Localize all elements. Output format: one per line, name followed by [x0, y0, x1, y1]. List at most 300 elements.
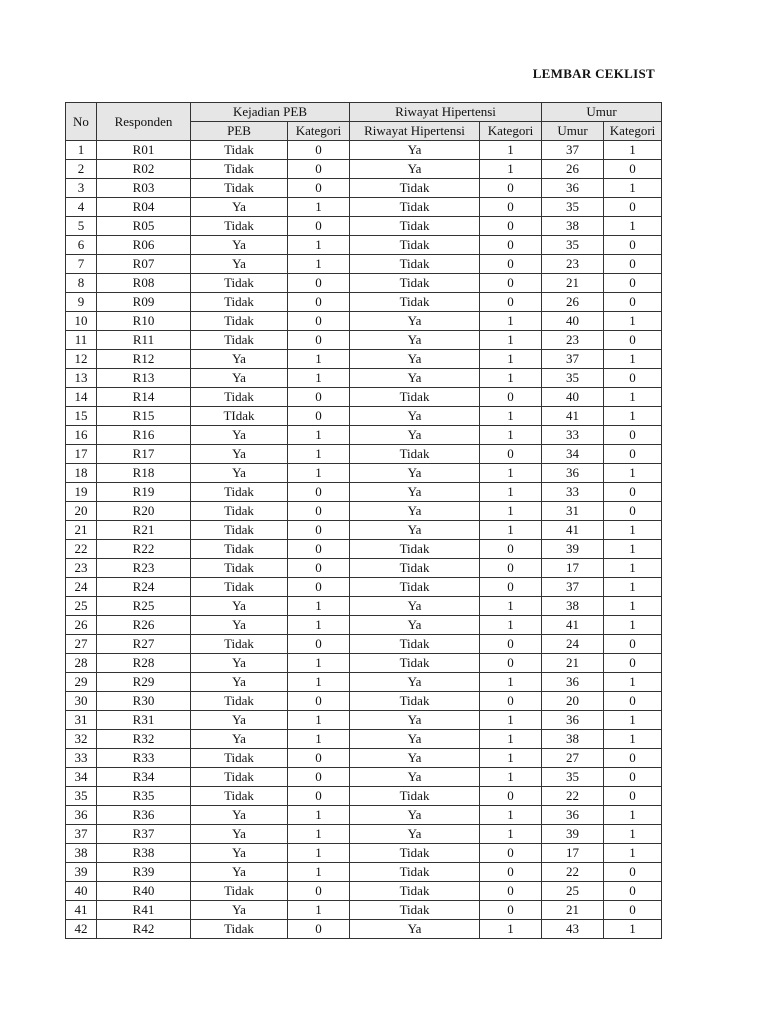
table-row: [66, 749, 662, 768]
cell-hipertensi: Ya: [350, 920, 480, 939]
cell-responden: R13: [97, 369, 191, 388]
cell-responden: R03: [97, 179, 191, 198]
cell-hipertensi-kategori: 0: [480, 654, 542, 673]
cell-peb-kategori: 0: [288, 635, 350, 654]
cell-peb: Ya: [191, 673, 288, 692]
cell-hipertensi-kategori: 0: [480, 236, 542, 255]
cell-responden: R02: [97, 160, 191, 179]
cell-no: 2: [66, 160, 97, 179]
cell-hipertensi-kategori: 1: [480, 730, 542, 749]
table-row: [66, 806, 662, 825]
cell-hipertensi-kategori: 0: [480, 540, 542, 559]
cell-hipertensi-kategori: 0: [480, 274, 542, 293]
cell-hipertensi: Ya: [350, 768, 480, 787]
cell-umur: 22: [542, 787, 604, 806]
cell-responden: R33: [97, 749, 191, 768]
cell-peb: Tidak: [191, 502, 288, 521]
cell-peb-kategori: 0: [288, 521, 350, 540]
cell-peb: Ya: [191, 236, 288, 255]
cell-umur-kategori: 0: [604, 502, 662, 521]
table-row: [66, 426, 662, 445]
cell-hipertensi: Ya: [350, 426, 480, 445]
table-row: [66, 483, 662, 502]
cell-responden: R10: [97, 312, 191, 331]
cell-umur-kategori: 1: [604, 673, 662, 692]
header-umur-kategori: Kategori: [604, 122, 662, 141]
cell-peb: Tidak: [191, 559, 288, 578]
cell-peb-kategori: 1: [288, 369, 350, 388]
table-row: [66, 825, 662, 844]
cell-no: 5: [66, 217, 97, 236]
cell-umur-kategori: 0: [604, 445, 662, 464]
cell-peb: Tidak: [191, 749, 288, 768]
cell-umur: 38: [542, 217, 604, 236]
cell-no: 39: [66, 863, 97, 882]
cell-responden: R37: [97, 825, 191, 844]
cell-no: 15: [66, 407, 97, 426]
cell-umur: 37: [542, 141, 604, 160]
cell-no: 10: [66, 312, 97, 331]
cell-hipertensi-kategori: 0: [480, 179, 542, 198]
cell-hipertensi: Tidak: [350, 540, 480, 559]
cell-hipertensi: Ya: [350, 521, 480, 540]
cell-no: 26: [66, 616, 97, 635]
cell-umur: 21: [542, 901, 604, 920]
cell-hipertensi: Ya: [350, 369, 480, 388]
cell-responden: R26: [97, 616, 191, 635]
cell-peb: Tidak: [191, 141, 288, 160]
table-row: [66, 388, 662, 407]
cell-umur-kategori: 0: [604, 198, 662, 217]
cell-hipertensi-kategori: 1: [480, 749, 542, 768]
cell-umur: 23: [542, 255, 604, 274]
cell-umur-kategori: 1: [604, 920, 662, 939]
cell-hipertensi-kategori: 1: [480, 483, 542, 502]
cell-responden: R35: [97, 787, 191, 806]
cell-umur-kategori: 0: [604, 293, 662, 312]
cell-umur: 36: [542, 806, 604, 825]
cell-responden: R07: [97, 255, 191, 274]
table-row: [66, 597, 662, 616]
cell-peb-kategori: 1: [288, 825, 350, 844]
cell-hipertensi-kategori: 0: [480, 559, 542, 578]
cell-peb: Tidak: [191, 274, 288, 293]
cell-umur: 36: [542, 179, 604, 198]
cell-responden: R12: [97, 350, 191, 369]
table-row: [66, 616, 662, 635]
cell-no: 41: [66, 901, 97, 920]
cell-hipertensi-kategori: 0: [480, 901, 542, 920]
table-body: [66, 141, 662, 939]
cell-peb-kategori: 1: [288, 445, 350, 464]
header-hipertensi-kategori: Kategori: [480, 122, 542, 141]
table-row: [66, 578, 662, 597]
cell-peb-kategori: 1: [288, 236, 350, 255]
cell-hipertensi: Ya: [350, 597, 480, 616]
cell-hipertensi: Tidak: [350, 901, 480, 920]
cell-hipertensi-kategori: 0: [480, 445, 542, 464]
cell-umur: 26: [542, 293, 604, 312]
cell-hipertensi: Tidak: [350, 787, 480, 806]
cell-umur-kategori: 0: [604, 274, 662, 293]
cell-no: 37: [66, 825, 97, 844]
cell-umur: 41: [542, 407, 604, 426]
cell-hipertensi: Ya: [350, 616, 480, 635]
cell-peb-kategori: 0: [288, 882, 350, 901]
cell-umur: 37: [542, 350, 604, 369]
cell-peb-kategori: 0: [288, 483, 350, 502]
cell-peb: Tidak: [191, 692, 288, 711]
header-no: No: [66, 103, 97, 141]
cell-peb: Ya: [191, 198, 288, 217]
table-row: [66, 331, 662, 350]
header-peb: PEB: [191, 122, 288, 141]
cell-hipertensi: Tidak: [350, 388, 480, 407]
cell-no: 31: [66, 711, 97, 730]
cell-umur: 35: [542, 768, 604, 787]
header-group-umur: Umur: [542, 103, 662, 122]
cell-hipertensi-kategori: 0: [480, 255, 542, 274]
cell-umur: 31: [542, 502, 604, 521]
cell-umur: 35: [542, 198, 604, 217]
cell-hipertensi: Ya: [350, 502, 480, 521]
cell-hipertensi-kategori: 0: [480, 863, 542, 882]
cell-hipertensi-kategori: 0: [480, 882, 542, 901]
cell-no: 6: [66, 236, 97, 255]
cell-responden: R14: [97, 388, 191, 407]
cell-peb: Ya: [191, 806, 288, 825]
table-row: [66, 559, 662, 578]
cell-peb-kategori: 0: [288, 407, 350, 426]
cell-hipertensi-kategori: 0: [480, 388, 542, 407]
cell-umur-kategori: 1: [604, 179, 662, 198]
document-title: LEMBAR CEKLIST: [532, 66, 655, 81]
cell-umur-kategori: 1: [604, 540, 662, 559]
cell-no: 9: [66, 293, 97, 312]
cell-peb-kategori: 1: [288, 901, 350, 920]
cell-peb-kategori: 0: [288, 274, 350, 293]
table-row: [66, 844, 662, 863]
cell-hipertensi: Ya: [350, 711, 480, 730]
cell-umur-kategori: 0: [604, 635, 662, 654]
cell-peb: Tidak: [191, 388, 288, 407]
cell-umur-kategori: 0: [604, 654, 662, 673]
cell-peb: Ya: [191, 464, 288, 483]
cell-umur-kategori: 1: [604, 616, 662, 635]
table-row: [66, 350, 662, 369]
cell-responden: R22: [97, 540, 191, 559]
cell-umur: 25: [542, 882, 604, 901]
cell-peb: Tidak: [191, 920, 288, 939]
cell-peb-kategori: 0: [288, 502, 350, 521]
cell-hipertensi-kategori: 1: [480, 825, 542, 844]
cell-hipertensi-kategori: 1: [480, 426, 542, 445]
cell-umur: 21: [542, 654, 604, 673]
cell-peb-kategori: 0: [288, 331, 350, 350]
cell-umur: 27: [542, 749, 604, 768]
cell-hipertensi-kategori: 0: [480, 217, 542, 236]
cell-umur-kategori: 0: [604, 160, 662, 179]
table-row: [66, 768, 662, 787]
cell-responden: R28: [97, 654, 191, 673]
table-row: [66, 882, 662, 901]
cell-peb: TIdak: [191, 407, 288, 426]
table-row: [66, 901, 662, 920]
cell-peb-kategori: 0: [288, 559, 350, 578]
cell-peb-kategori: 1: [288, 711, 350, 730]
cell-peb-kategori: 0: [288, 540, 350, 559]
cell-umur-kategori: 1: [604, 578, 662, 597]
cell-hipertensi-kategori: 1: [480, 806, 542, 825]
cell-umur: 33: [542, 483, 604, 502]
cell-responden: R09: [97, 293, 191, 312]
cell-no: 34: [66, 768, 97, 787]
cell-peb: Tidak: [191, 521, 288, 540]
cell-no: 42: [66, 920, 97, 939]
cell-peb-kategori: 1: [288, 654, 350, 673]
cell-umur-kategori: 1: [604, 711, 662, 730]
cell-peb: Ya: [191, 654, 288, 673]
cell-umur-kategori: 1: [604, 597, 662, 616]
cell-hipertensi-kategori: 1: [480, 160, 542, 179]
cell-umur-kategori: 1: [604, 825, 662, 844]
cell-umur: 35: [542, 369, 604, 388]
cell-responden: R42: [97, 920, 191, 939]
cell-umur-kategori: 0: [604, 901, 662, 920]
cell-no: 20: [66, 502, 97, 521]
cell-hipertensi-kategori: 1: [480, 407, 542, 426]
cell-no: 7: [66, 255, 97, 274]
cell-hipertensi-kategori: 0: [480, 198, 542, 217]
cell-hipertensi: Ya: [350, 825, 480, 844]
cell-peb: Ya: [191, 369, 288, 388]
cell-umur: 20: [542, 692, 604, 711]
cell-peb-kategori: 0: [288, 141, 350, 160]
cell-umur: 39: [542, 540, 604, 559]
cell-hipertensi-kategori: 0: [480, 635, 542, 654]
cell-hipertensi-kategori: 1: [480, 502, 542, 521]
cell-peb-kategori: 1: [288, 255, 350, 274]
cell-peb: Tidak: [191, 768, 288, 787]
header-group-row: [66, 103, 662, 122]
cell-responden: R18: [97, 464, 191, 483]
cell-hipertensi: Ya: [350, 464, 480, 483]
cell-peb-kategori: 1: [288, 806, 350, 825]
cell-peb: Ya: [191, 445, 288, 464]
cell-responden: R01: [97, 141, 191, 160]
cell-peb-kategori: 1: [288, 863, 350, 882]
cell-responden: R38: [97, 844, 191, 863]
cell-peb: Tidak: [191, 312, 288, 331]
cell-peb-kategori: 0: [288, 749, 350, 768]
cell-umur-kategori: 1: [604, 844, 662, 863]
cell-umur-kategori: 1: [604, 806, 662, 825]
cell-hipertensi-kategori: 1: [480, 141, 542, 160]
cell-umur: 39: [542, 825, 604, 844]
cell-umur: 35: [542, 236, 604, 255]
cell-peb: Tidak: [191, 331, 288, 350]
cell-umur: 17: [542, 844, 604, 863]
cell-peb: Ya: [191, 730, 288, 749]
cell-peb-kategori: 0: [288, 160, 350, 179]
cell-hipertensi-kategori: 0: [480, 692, 542, 711]
cell-no: 19: [66, 483, 97, 502]
cell-umur: 24: [542, 635, 604, 654]
checklist-table: [65, 102, 662, 939]
cell-no: 21: [66, 521, 97, 540]
cell-hipertensi-kategori: 1: [480, 920, 542, 939]
header-umur: Umur: [542, 122, 604, 141]
cell-hipertensi: Tidak: [350, 217, 480, 236]
cell-no: 17: [66, 445, 97, 464]
cell-hipertensi: Tidak: [350, 179, 480, 198]
cell-responden: R16: [97, 426, 191, 445]
cell-umur: 41: [542, 521, 604, 540]
table-row: [66, 692, 662, 711]
cell-hipertensi-kategori: 1: [480, 312, 542, 331]
cell-umur-kategori: 1: [604, 312, 662, 331]
cell-umur-kategori: 1: [604, 464, 662, 483]
cell-no: 18: [66, 464, 97, 483]
cell-peb: Tidak: [191, 293, 288, 312]
cell-umur: 38: [542, 730, 604, 749]
cell-umur-kategori: 0: [604, 369, 662, 388]
cell-peb: Ya: [191, 426, 288, 445]
cell-responden: R04: [97, 198, 191, 217]
cell-peb: Ya: [191, 255, 288, 274]
cell-peb-kategori: 0: [288, 217, 350, 236]
cell-peb-kategori: 1: [288, 597, 350, 616]
cell-umur: 33: [542, 426, 604, 445]
table-row: [66, 160, 662, 179]
cell-hipertensi: Tidak: [350, 559, 480, 578]
cell-peb: Tidak: [191, 217, 288, 236]
cell-no: 11: [66, 331, 97, 350]
cell-peb: Ya: [191, 597, 288, 616]
table-header: [66, 103, 662, 141]
cell-peb: Ya: [191, 711, 288, 730]
cell-umur: 34: [542, 445, 604, 464]
header-hipertensi: Riwayat Hipertensi: [350, 122, 480, 141]
cell-hipertensi: Tidak: [350, 863, 480, 882]
cell-umur-kategori: 1: [604, 559, 662, 578]
cell-hipertensi: Tidak: [350, 578, 480, 597]
cell-umur: 38: [542, 597, 604, 616]
cell-hipertensi-kategori: 1: [480, 369, 542, 388]
cell-no: 38: [66, 844, 97, 863]
table-row: [66, 673, 662, 692]
cell-no: 14: [66, 388, 97, 407]
cell-responden: R40: [97, 882, 191, 901]
cell-responden: R15: [97, 407, 191, 426]
cell-umur-kategori: 0: [604, 255, 662, 274]
cell-peb-kategori: 1: [288, 198, 350, 217]
table-row: [66, 654, 662, 673]
cell-no: 16: [66, 426, 97, 445]
cell-umur: 23: [542, 331, 604, 350]
cell-no: 30: [66, 692, 97, 711]
table-row: [66, 407, 662, 426]
cell-no: 22: [66, 540, 97, 559]
table-row: [66, 179, 662, 198]
cell-peb-kategori: 0: [288, 787, 350, 806]
cell-hipertensi-kategori: 1: [480, 768, 542, 787]
cell-no: 40: [66, 882, 97, 901]
cell-no: 25: [66, 597, 97, 616]
cell-no: 29: [66, 673, 97, 692]
cell-no: 28: [66, 654, 97, 673]
cell-umur: 36: [542, 711, 604, 730]
cell-hipertensi-kategori: 0: [480, 293, 542, 312]
cell-umur-kategori: 0: [604, 768, 662, 787]
cell-hipertensi: Ya: [350, 141, 480, 160]
cell-responden: R41: [97, 901, 191, 920]
table-row: [66, 711, 662, 730]
table-row: [66, 217, 662, 236]
cell-peb-kategori: 0: [288, 920, 350, 939]
cell-hipertensi: Ya: [350, 673, 480, 692]
cell-umur-kategori: 0: [604, 863, 662, 882]
cell-umur-kategori: 0: [604, 426, 662, 445]
cell-peb-kategori: 1: [288, 426, 350, 445]
cell-umur: 26: [542, 160, 604, 179]
cell-responden: R17: [97, 445, 191, 464]
cell-responden: R19: [97, 483, 191, 502]
cell-hipertensi: Tidak: [350, 882, 480, 901]
cell-hipertensi: Tidak: [350, 236, 480, 255]
cell-peb: Ya: [191, 825, 288, 844]
cell-no: 8: [66, 274, 97, 293]
cell-hipertensi: Tidak: [350, 692, 480, 711]
cell-no: 4: [66, 198, 97, 217]
cell-peb: Tidak: [191, 160, 288, 179]
cell-umur: 43: [542, 920, 604, 939]
cell-hipertensi: Tidak: [350, 255, 480, 274]
cell-hipertensi: Ya: [350, 312, 480, 331]
cell-responden: R36: [97, 806, 191, 825]
table-row: [66, 141, 662, 160]
cell-no: 1: [66, 141, 97, 160]
cell-hipertensi-kategori: 1: [480, 464, 542, 483]
header-group-peb: Kejadian PEB: [191, 103, 350, 122]
cell-peb-kategori: 1: [288, 350, 350, 369]
table-row: [66, 521, 662, 540]
cell-responden: R25: [97, 597, 191, 616]
cell-hipertensi-kategori: 1: [480, 597, 542, 616]
cell-peb: Ya: [191, 350, 288, 369]
cell-peb-kategori: 0: [288, 179, 350, 198]
cell-peb: Ya: [191, 844, 288, 863]
cell-peb: Ya: [191, 901, 288, 920]
cell-hipertensi: Ya: [350, 730, 480, 749]
table-row: [66, 464, 662, 483]
cell-peb: Ya: [191, 616, 288, 635]
table-row: [66, 369, 662, 388]
cell-umur-kategori: 1: [604, 141, 662, 160]
cell-hipertensi: Ya: [350, 407, 480, 426]
cell-peb: Tidak: [191, 578, 288, 597]
cell-peb: Tidak: [191, 540, 288, 559]
header-peb-kategori: Kategori: [288, 122, 350, 141]
cell-responden: R27: [97, 635, 191, 654]
cell-no: 3: [66, 179, 97, 198]
table-row: [66, 274, 662, 293]
cell-hipertensi: Ya: [350, 749, 480, 768]
cell-responden: R20: [97, 502, 191, 521]
cell-hipertensi: Tidak: [350, 654, 480, 673]
header-responden: Responden: [97, 103, 191, 141]
cell-umur: 36: [542, 673, 604, 692]
